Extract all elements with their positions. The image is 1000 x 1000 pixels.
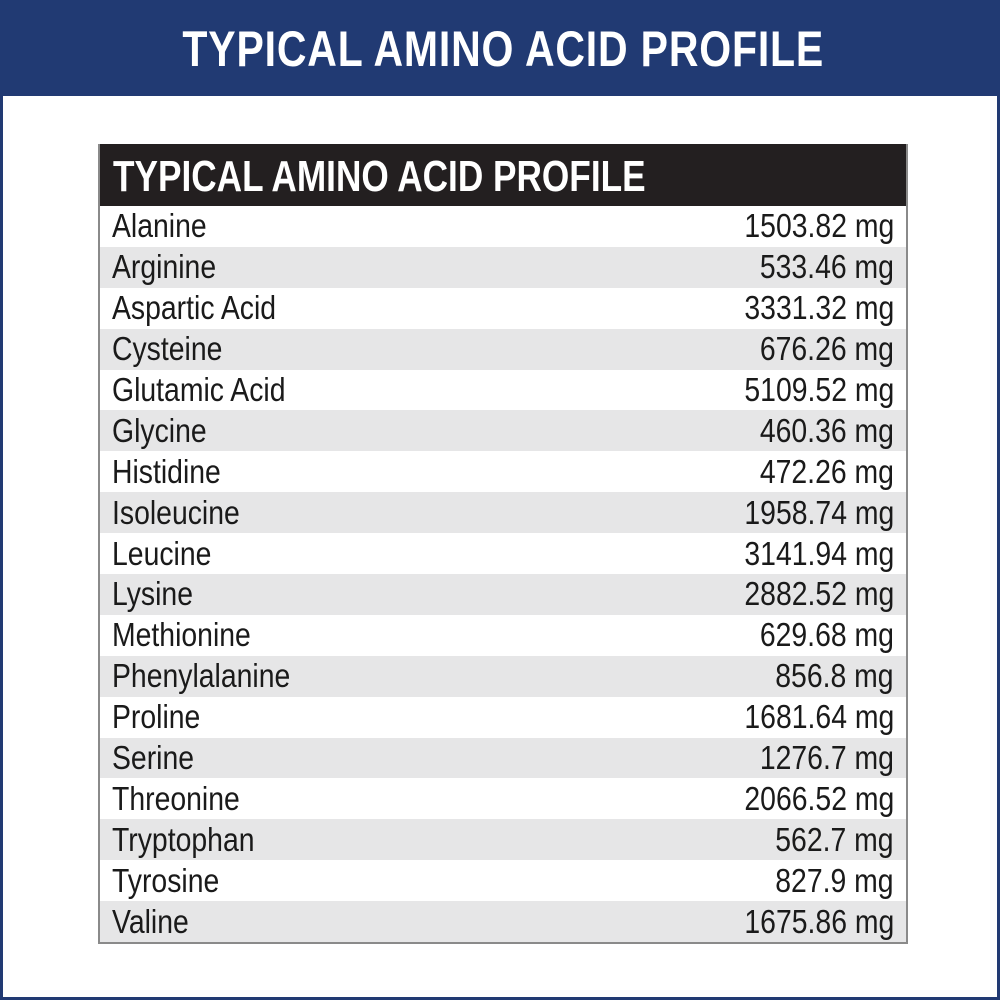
amino-acid-name: Glutamic Acid: [112, 371, 286, 408]
table-row: [100, 697, 906, 738]
amino-acid-amount: 2066.52 mg: [744, 779, 894, 817]
top-banner: [3, 0, 1000, 96]
table-row: [100, 819, 906, 860]
amino-acid-amount: 676.26 mg: [759, 330, 894, 368]
amino-acid-name: Threonine: [112, 779, 240, 817]
table-row: [100, 206, 906, 247]
amino-acid-name: Proline: [112, 698, 201, 736]
amino-acid-amount: 1276.7 mg: [759, 739, 894, 777]
table-row: [100, 738, 906, 779]
amino-acid-name: Aspartic Acid: [112, 289, 277, 327]
amino-acid-name: Alanine: [112, 207, 207, 245]
table-row: [100, 370, 906, 411]
amino-acid-name: Lysine: [112, 575, 193, 613]
table-row: [100, 615, 906, 656]
table-row: [100, 901, 906, 942]
amino-acid-amount: 5109.52 mg: [744, 371, 894, 408]
amino-acid-name: Tyrosine: [112, 861, 220, 899]
amino-acid-amount: 1958.74 mg: [744, 493, 894, 531]
table-row: [100, 451, 906, 492]
amino-acid-amount: 827.9 mg: [775, 861, 894, 899]
amino-acid-amount: 629.68 mg: [759, 616, 894, 654]
amino-acid-amount: 1503.82 mg: [744, 207, 894, 245]
amino-acid-name: Phenylalanine: [112, 657, 291, 695]
table-row: [100, 860, 906, 901]
amino-acid-name: Valine: [112, 902, 189, 940]
amino-acid-name: Arginine: [112, 248, 217, 286]
amino-acid-name: Glycine: [112, 411, 207, 449]
table-row: [100, 533, 906, 574]
amino-acid-amount: 562.7 mg: [775, 820, 894, 858]
amino-acid-name: Serine: [112, 739, 195, 777]
amino-acid-amount: 472.26 mg: [759, 452, 894, 490]
amino-acid-amount: 533.46 mg: [759, 248, 894, 286]
table-title: TYPICAL AMINO ACID PROFILE: [113, 152, 646, 201]
amino-acid-name: Tryptophan: [112, 820, 255, 858]
table-header: [100, 144, 906, 206]
amino-acid-amount: 1675.86 mg: [744, 902, 894, 940]
amino-acid-amount: 2882.52 mg: [744, 575, 894, 613]
table-row: [100, 247, 906, 288]
amino-acid-name: Histidine: [112, 452, 221, 490]
table-row: [100, 288, 906, 329]
amino-acid-table: [98, 144, 908, 944]
amino-acid-amount: 1681.64 mg: [744, 698, 894, 736]
banner-title: TYPICAL AMINO ACID PROFILE: [182, 21, 824, 77]
amino-acid-name: Methionine: [112, 616, 251, 654]
table-row: [100, 329, 906, 370]
table-row: [100, 410, 906, 451]
amino-acid-amount: 856.8 mg: [775, 657, 894, 695]
table-row: [100, 778, 906, 819]
amino-acid-name: Leucine: [112, 534, 212, 572]
table-row: [100, 574, 906, 615]
amino-acid-amount: 3331.32 mg: [744, 289, 894, 327]
amino-acid-amount: 3141.94 mg: [744, 534, 894, 572]
table-row: [100, 656, 906, 697]
amino-acid-name: Isoleucine: [112, 493, 240, 531]
table-body: [100, 206, 906, 942]
amino-acid-name: Cysteine: [112, 330, 223, 368]
amino-acid-amount: 460.36 mg: [759, 411, 894, 449]
table-row: [100, 492, 906, 533]
